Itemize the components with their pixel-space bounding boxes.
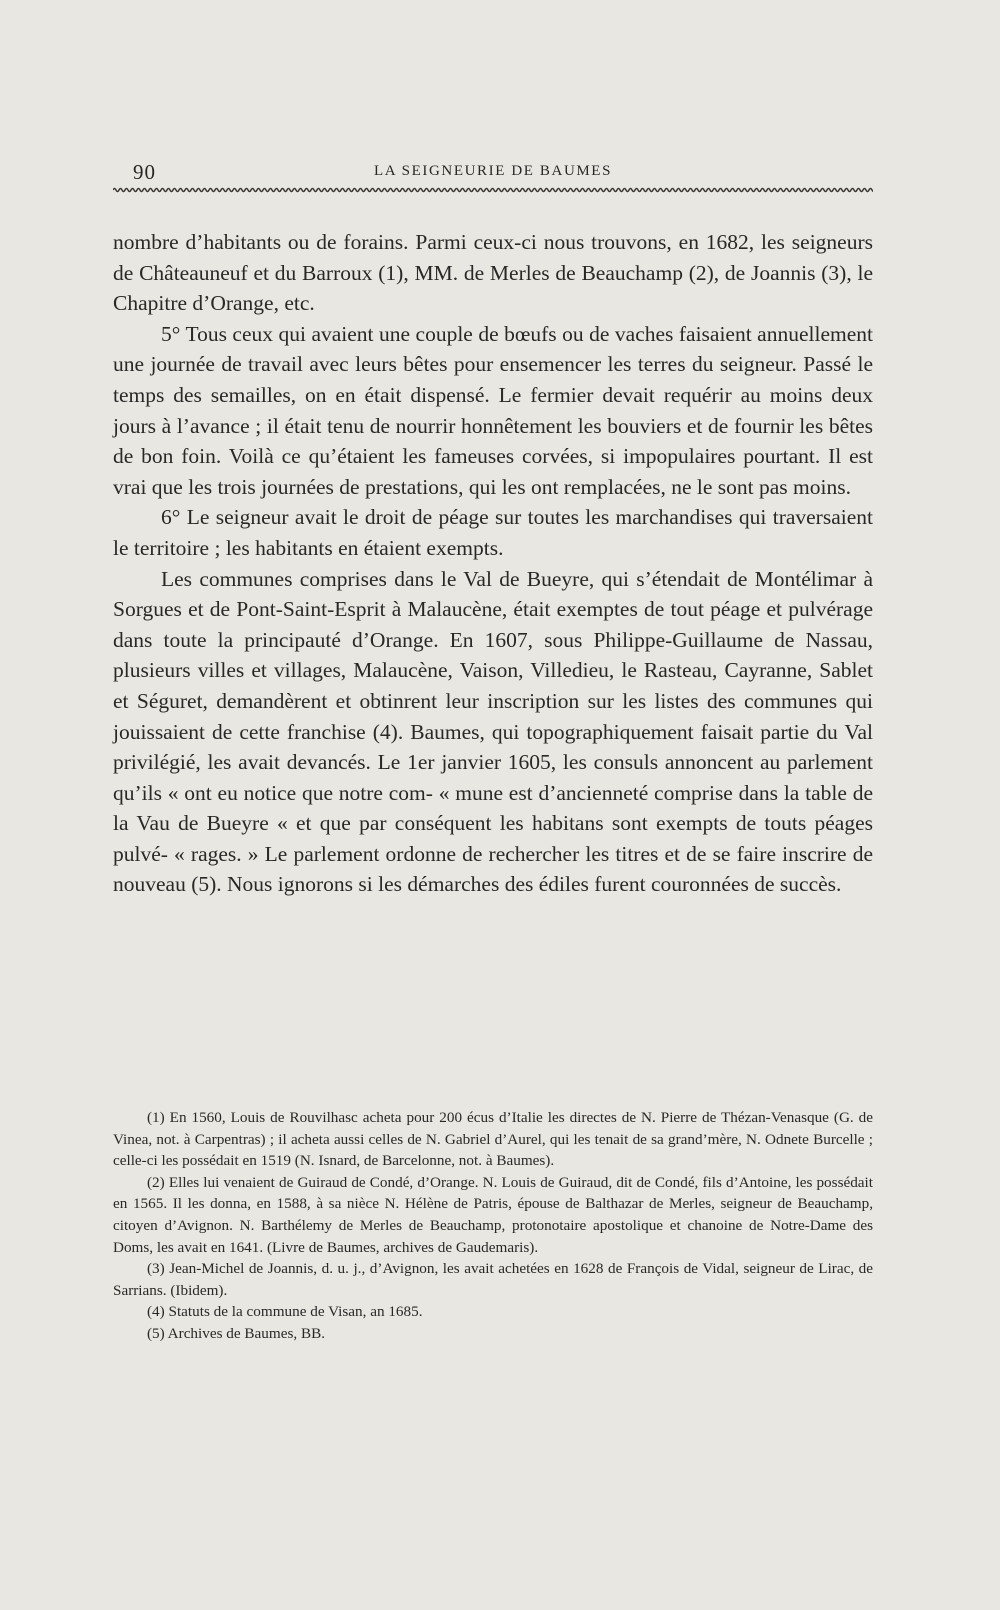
footnote: (1) En 1560, Louis de Rouvilhasc acheta pour 200 écus d’Italie les directes de N. Pierre de Thézan-Venasque (G. de Vinea, not. à Carpentras) ; il acheta aussi celles de N. Gabriel d’Aurel, qui les tenait de sa grand’mère, N. Odnete Burcelle ; celle-ci les possédait en 1519 (N. Isnard, de Barcelonne, not. à Baumes). xyxy=(113,1109,873,1170)
page-header xyxy=(113,160,873,184)
paragraph: nombre d’habitants ou de forains. Parmi ceux-ci nous trouvons, en 1682, les seigneurs de Châteauneuf et du Barroux (1), MM. de Merles de Beauchamp (2), de Joannis (3), le Chapitre d’Orange, etc. xyxy=(113,230,873,316)
paragraph: Les communes comprises dans le Val de Bueyre, qui s’étendait de Montélimar à Sorgues et de Pont-Saint-Esprit à Malaucène, était exemptes de tout péage et pulvérage dans toute la principauté d’Orange. En 1607, sous Philippe-Guillaume de Nassau, plusieurs villes et villages, Malaucène, Vaison, Villedieu, le Rasteau, Cayranne, Sablet et Séguret, demandèrent et obtinrent leur inscription sur les listes des communes qui jouissaient de cette franchise (4). Baumes, qui topographiquement faisait partie du Val privilégié, les avait devancés. Le 1er janvier 1605, les consuls annoncent au parlement qu’ils « ont eu notice que notre com- « mune est d’ancienneté comprise dans la table de la Vau de Bueyre « et que par conséquent les habitans sont exempts de touts péages pulvé- « rages. » Le parlement ordonne de rechercher les titres et de se faire inscrire de nouveau (5). Nous ignorons si les démarches des édiles furent couronnées de succès. xyxy=(113,566,873,897)
page-number: 90 xyxy=(133,160,156,184)
footnote: (3) Jean-Michel de Joannis, d. u. j., d’Avignon, les avait achetées en 1628 de François de Vidal, seigneur de Lirac, de Sarrians. (Ibidem). xyxy=(113,1260,873,1299)
paragraph: 5° Tous ceux qui avaient une couple de bœufs ou de vaches faisaient annuellement une journée de travail avec leurs bêtes pour ensemencer les terres du seigneur. Passé le temps des semailles, on en était dispensé. Le fermier devait requérir au moins deux jours à l’avance ; il était tenu de nourrir honnêtement les bouviers et de fournir les bêtes de bon foin. Voilà ce qu’étaient les fameuses corvées, si impopulaires pourtant. Il est vrai que les trois journées de prestations, qui les ont remplacées, ne le sont pas moins. xyxy=(113,321,873,499)
footnote: (2) Elles lui venaient de Guiraud de Condé, d’Orange. N. Louis de Guiraud, dit de Condé, fils d’Antoine, les possédait en 1565. Il les donna, en 1588, à sa nièce N. Hélène de Patris, épouse de Balthazar de Merles, seigneur de Beauchamp, citoyen d’Avignon. N. Barthélemy de Merles de Beauchamp, protonotaire apostolique et chanoine de Notre-Dame des Doms, les avait en 1641. (Livre de Baumes, archives de Gaudemaris). xyxy=(113,1173,873,1256)
footnote: (5) Archives de Baumes, BB. xyxy=(147,1324,326,1342)
footnotes xyxy=(113,1107,873,1345)
body-text xyxy=(113,227,873,900)
paragraph: 6° Le seigneur avait le droit de péage sur toutes les marchandises qui traversaient le territoire ; les habitants en étaient exempts. xyxy=(113,505,873,560)
decorative-wavy-rule xyxy=(113,186,873,194)
footnote: (4) Statuts de la commune de Visan, an 1685. xyxy=(147,1303,423,1321)
running-title: LA SEIGNEURIE DE BAUMES xyxy=(373,163,613,179)
